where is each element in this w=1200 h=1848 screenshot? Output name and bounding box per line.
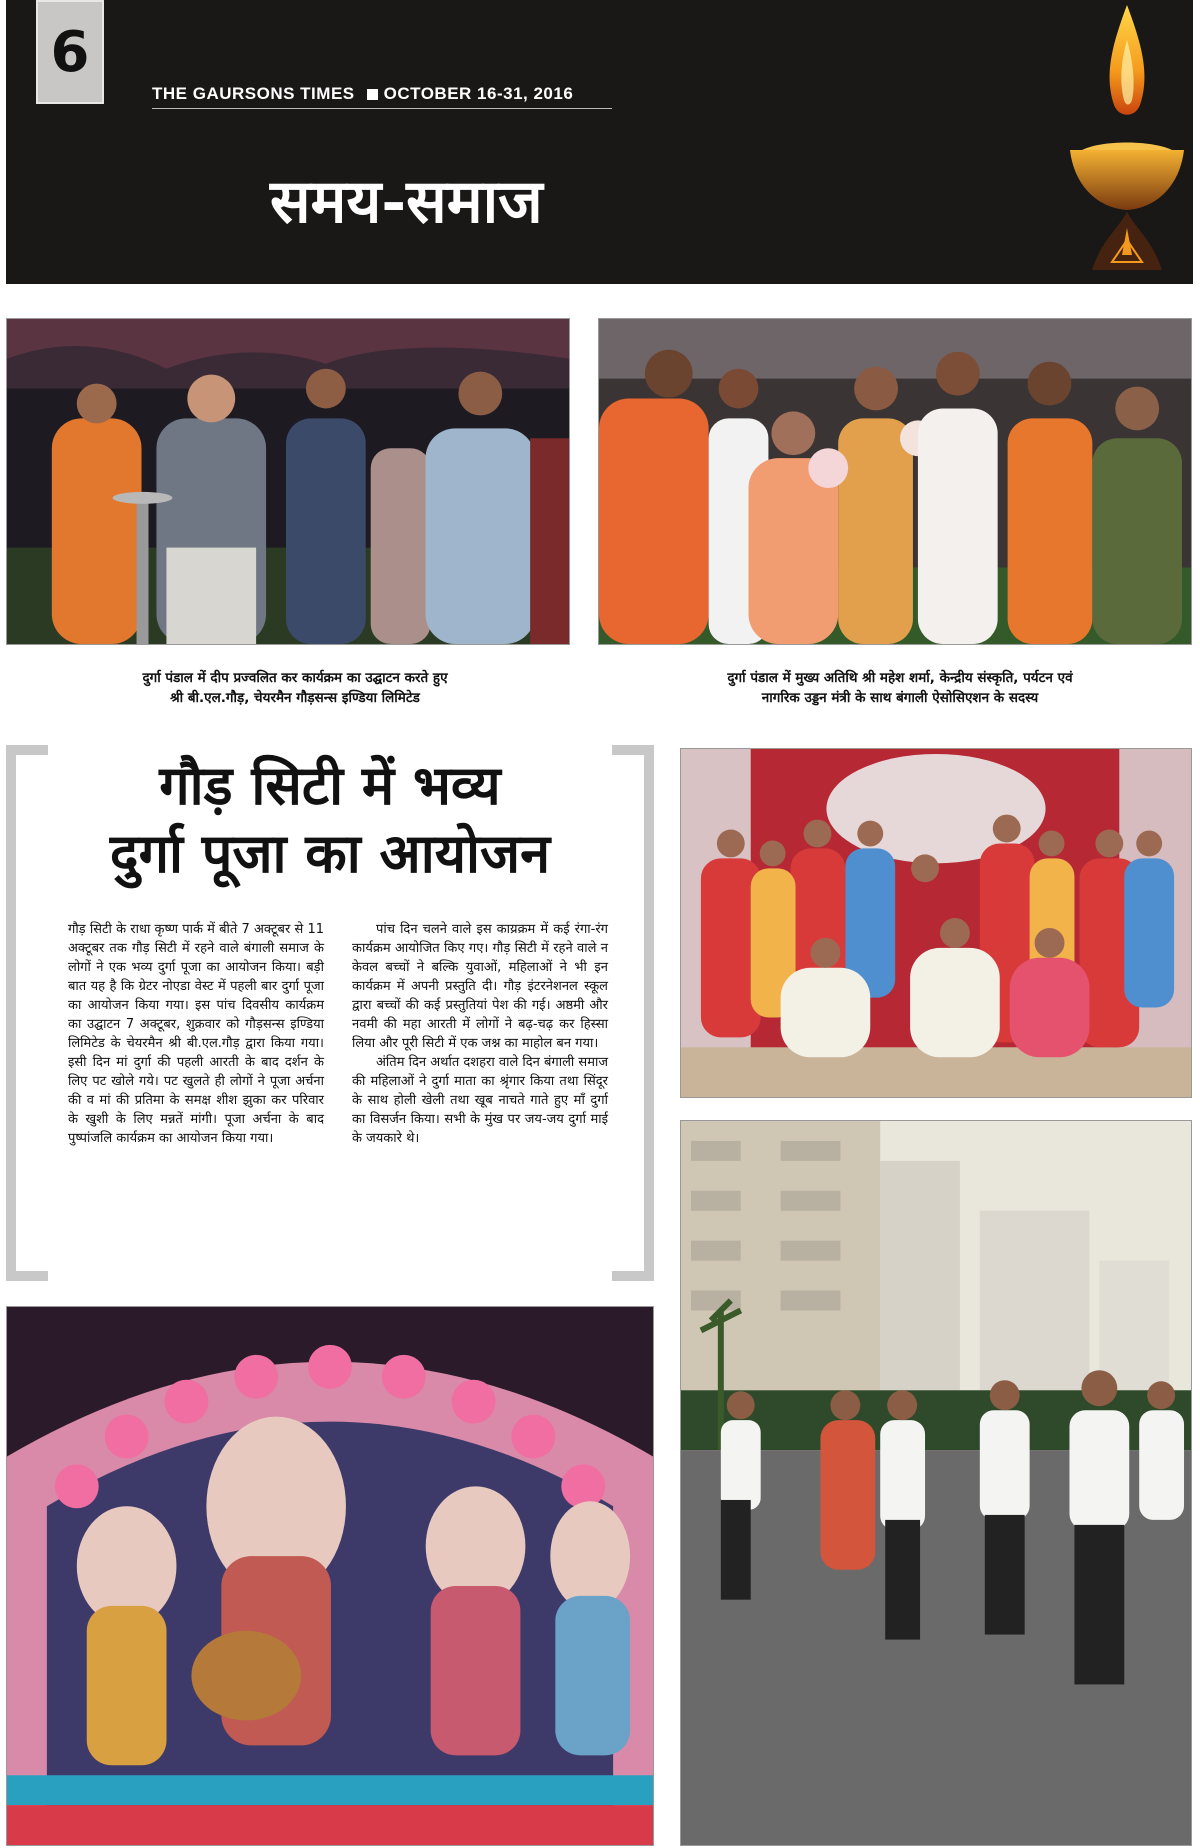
article-paragraph: गौड़ सिटी के राधा कृष्ण पार्क में बीते 7 अक्टूबर से 11 अक्टूबर तक गौड़ सिटी में रहने वाले बंगाली समाज के लोगों ने एक भव्य दुर्गा पूजा का आयोजन किया। बड़ी बात यह है कि ग्रेटर नोएडा वेस्ट में पहली बार दुर्गा पूजा का आयोजन किया गया। इस पांच दिवसीय कार्यक्रम का उद्घाटन 7 अक्टूबर, शुक्रवार को गौड़सन्स इण्डिया लिमिटेड के चेयरमैन श्री बी.एल.गौड़ द्वारा किया गया। इसी दिन मां दुर्गा की पहली आरती के बाद दर्शन के लिए पट खोले गये। पट खुलते ही लोगों ने पूजा अर्चना की व मां की प्रतिमा के समक्ष शीश झुका कर परिवार के खुशी के लिए मन्नतें मांगी। पूजा अर्चना के बाद पुष्पांजलि कार्यक्रम का आयोजन किया गया। (68, 922, 324, 1146)
article-frame-left (6, 745, 48, 1281)
article-frame-right (612, 745, 654, 1281)
caption-chief-guest (640, 668, 1160, 708)
masthead (152, 80, 612, 109)
page-header (6, 0, 1193, 284)
section-title: समय-समाज (270, 167, 543, 237)
issue-date: OCTOBER 16-31, 2016 (383, 84, 574, 103)
caption-line: दुर्गा पंडाल में दीप प्रज्वलित कर कार्यक्रम का उद्घाटन करते हुए (142, 670, 448, 686)
article-paragraph: अंतिम दिन अर्थात दशहरा वाले दिन बंगाली समाज की महिलाओं ने दुर्गा माता का श्रृंगार किया तथा सिंदूर के साथ होली खेली तथा खूब नाचते गाते हुए माँ दुर्गा का विसर्जन किया। सभी के मुंख पर जय-जय दुर्गा माई के जयकारे थे। (352, 1055, 608, 1146)
publication-name: THE GAURSONS TIMES (152, 84, 355, 103)
photo-immersion-procession (680, 1120, 1192, 1846)
article-paragraph: पांच दिन चलने वाले इस काय्रक्रम में कई रंगा-रंग कार्यक्रम आयोजित किए गए। गौड़ सिटी में रहने वाले न केवल बच्चों ने बल्कि युवाओं, महिलाओं ने भी इन कार्यक्रम में अपनी प्रस्तुति दी। गौड़ इंटरनेशनल स्कूल द्वारा बच्चों की कई प्रस्तुतियां पेश की गई। अष्ठमी और नवमी की महा आरती में लोगों ने बढ़-चढ़ कर हिस्सा लिया और पूरी सिटी में एक जश्न का माहोल बन गया। (352, 922, 608, 1051)
page-number-box (36, 0, 104, 104)
photo-durga-idol (6, 1306, 654, 1846)
diya-lamp-icon (1062, 0, 1192, 284)
photo-lamp-lighting (6, 318, 570, 645)
page-number: 6 (50, 19, 90, 85)
caption-line: श्री बी.एल.गौड़, चेयरमैन गौड़सन्स इण्डिया लिमिटेड (170, 690, 420, 706)
headline-line: दुर्गा पूजा का आयोजन (109, 822, 551, 885)
square-bullet-icon (367, 89, 378, 100)
photo-chief-guest-group (598, 318, 1192, 645)
photo-women-group (680, 748, 1192, 1098)
article-headline (60, 752, 600, 888)
article-column-2 (352, 920, 608, 1148)
headline-line: गौड़ सिटी में भव्य (159, 754, 501, 817)
caption-line: नागरिक उड्डन मंत्री के साथ बंगाली ऐसोसिएशन के सदस्य (761, 690, 1039, 706)
caption-line: दुर्गा पंडाल में मुख्य अतिथि श्री महेश शर्मा, केन्द्रीय संस्कृति, पर्यटन एवं (727, 670, 1073, 686)
article-column-1 (68, 920, 324, 1148)
caption-lamp-lighting (60, 668, 530, 708)
